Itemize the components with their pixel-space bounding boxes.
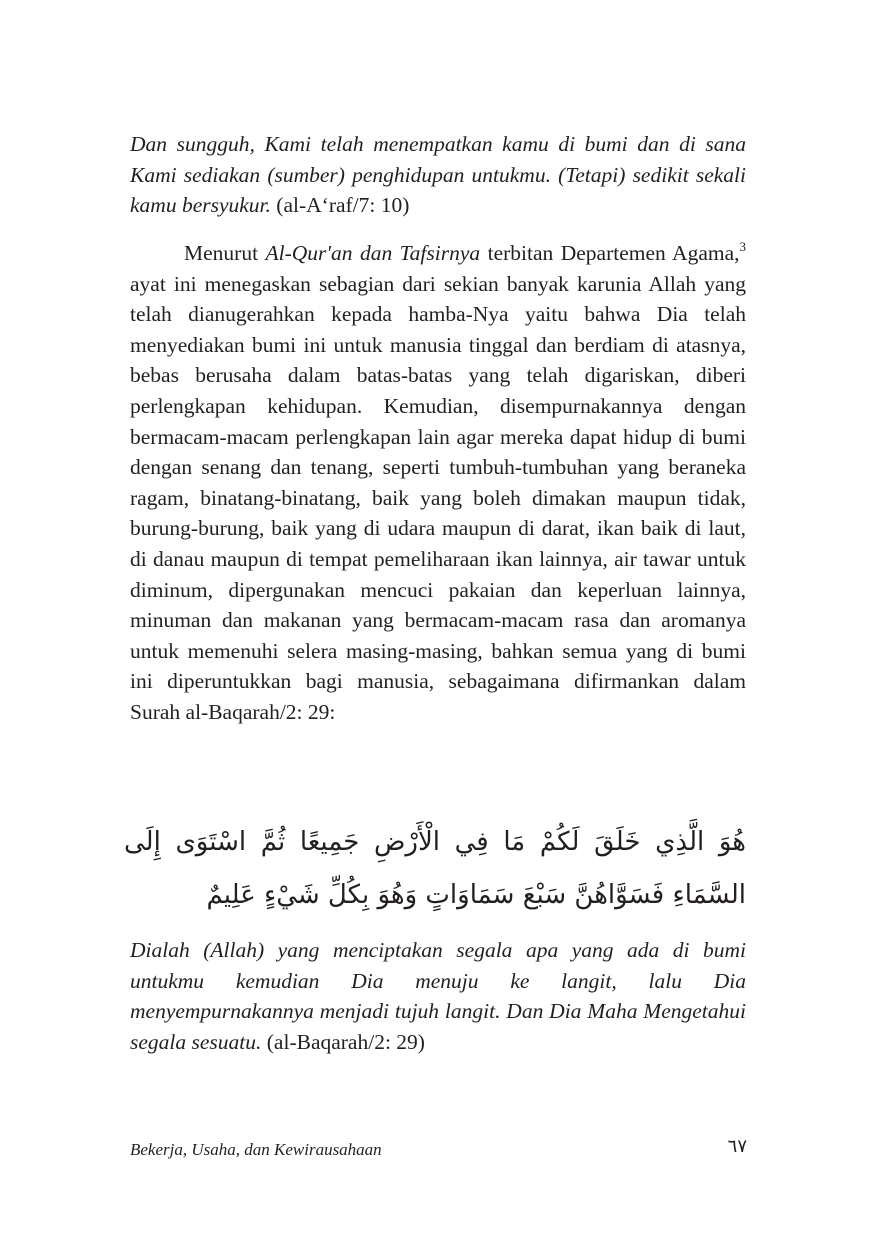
running-title: Bekerja, Usaha, dan Kewirausahaan <box>130 1140 382 1159</box>
commentary-body: ayat ini menegaskan sebagian dari sekian banyak karunia Allah yang telah dianugerahkan kepada hamba-Nya yaitu bahwa Dia telah menyediakan bumi ini untuk manusia tinggal dan berdiam di atasnya, bebas berusaha dalam batas-batas yang telah digariskan, diberi perlengkapan kehidupan. Kemudian, disempurnakannya dengan bermacam-macam perlengkapan lain agar mereka dapat hidup di bumi dengan senang dan tenang, seperti tumbuh-tumbuhan yang beraneka ragam, binatang-binatang, baik yang boleh dimakan maupun tidak, burung-burung, baik yang di udara maupun di darat, ikan baik di laut, di danau maupun di tempat pemeliharaan ikan lainnya, air tawar untuk diminum, dipergunakan mencuci pakaian dan keperluan lainnya, minuman dan makanan yang bermacam-macam rasa dan aromanya untuk memenuhi selera masing-masing, bahkan semua yang di bumi ini diperuntukkan bagi manusia, sebagaimana difirmankan dalam Surah al-Baqarah/2: 29: <box>130 271 746 724</box>
page-number: ٦٧ <box>727 1136 747 1157</box>
book-title: Al-Qur'an dan Tafsirnya <box>265 241 481 265</box>
verse-translation-2 <box>130 935 746 1057</box>
commentary-lead: Menurut <box>184 241 266 265</box>
verse-reference: (al-A‘raf/7: 10) <box>270 193 410 218</box>
verse-translation-1 <box>130 129 746 221</box>
commentary-paragraph <box>130 238 746 728</box>
commentary-publisher: terbitan Departemen Agama, <box>480 241 740 265</box>
verse-reference: (al-Baqarah/2: 29) <box>261 1029 425 1054</box>
translation-text: Dialah (Allah) yang menciptakan segala apa yang ada di bumi untukmu kemudian Dia menuju ke langit, lalu Dia menyempurnakannya menjadi tujuh langit. Dan Dia Maha Mengetahui segala sesuatu. <box>130 938 746 1054</box>
footnote-marker[interactable]: 3 <box>739 239 747 254</box>
translation-text: Dan sungguh, Kami telah menempatkan kamu di bumi dan di sana Kami sediakan (sumber) penghidupan untukmu. (Tetapi) sedikit sekali kamu bersyukur. <box>130 132 746 218</box>
arabic-verse: هُوَ الَّذِي خَلَقَ لَكُمْ مَا فِي الْأَرْضِ جَمِيعًا ثُمَّ اسْتَوَى إِلَى السَّمَاءِ فَسَوَّاهُنَّ سَبْعَ سَمَاوَاتٍ وَهُوَ بِكُلِّ شَيْءٍ عَلِيمٌ <box>124 827 746 910</box>
